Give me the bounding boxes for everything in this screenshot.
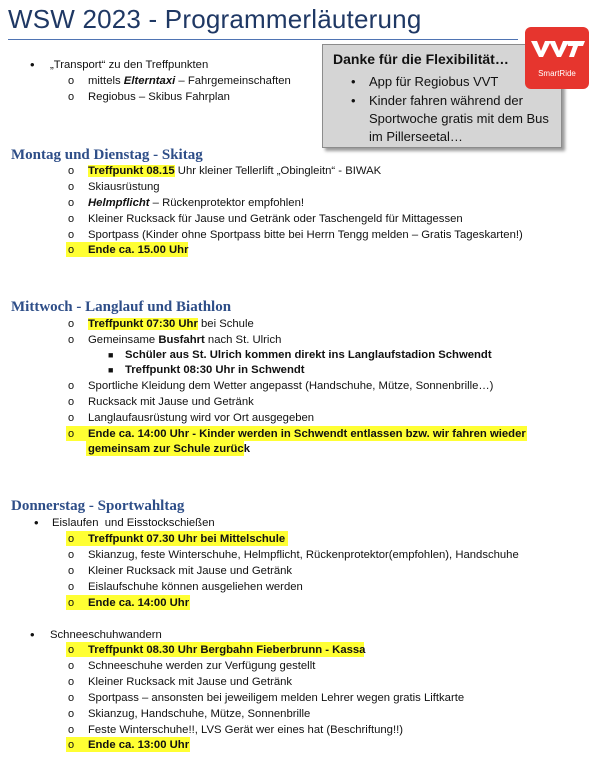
thursday-g1-skates: Eislaufschuhe können ausgeliehen werden (88, 581, 303, 593)
page-title: WSW 2023 - Programmerläuterung (8, 4, 422, 34)
circle-bullet-icon: o (68, 644, 75, 656)
circle-bullet-icon: o (68, 676, 75, 688)
wednesday-st-ulrich: Schüler aus St. Ulrich kommen direkt ins Langlaufstadion Schwendt (125, 349, 492, 361)
circle-bullet-icon: o (68, 334, 75, 346)
circle-bullet-icon: o (68, 660, 75, 672)
thursday-g2-snowshoes: Schneeschuhe werden zur Verfügung gestellt (88, 660, 316, 672)
callout-title: Danke für die Flexibilität… (333, 51, 509, 67)
monday-meeting-point: Treffpunkt 08.15 Uhr kleiner Tellerlift „Obingleitn“ - BIWAK (88, 165, 382, 177)
circle-bullet-icon: o (68, 565, 75, 577)
callout-item-bus-line1: Kinder fahren während der (369, 93, 523, 108)
intro-regiobus: Regiobus – Skibus Fahrplan (88, 91, 230, 103)
wednesday-backpack: Rucksack mit Jause und Getränk (88, 396, 254, 408)
bullet-icon: • (351, 93, 356, 108)
wednesday-schwendt-point: Treffpunkt 08:30 Uhr in Schwendt (125, 364, 305, 376)
wednesday-bus: Gemeinsame Busfahrt nach St. Ulrich (88, 334, 282, 346)
callout-item-bus-line3: im Pillerseetal… (369, 129, 463, 144)
circle-bullet-icon: o (68, 396, 75, 408)
vvt-logo-mark (525, 27, 589, 67)
thursday-g1-backpack: Kleiner Rucksack mit Jause und Getränk (88, 565, 293, 577)
circle-bullet-icon: o (68, 739, 75, 751)
monday-equipment: Skiausrüstung (88, 181, 160, 193)
circle-bullet-icon: o (68, 213, 75, 225)
circle-bullet-icon: o (68, 692, 75, 704)
square-bullet-icon: ■ (108, 365, 114, 375)
wednesday-equipment: Langlaufausrüstung wird vor Ort ausgegeben (88, 412, 315, 424)
vvt-smartride-logo (525, 27, 589, 89)
circle-bullet-icon: o (68, 533, 75, 545)
bullet-icon: • (351, 74, 356, 89)
bullet-icon: • (34, 515, 39, 530)
intro-elterntaxi: mittels Elterntaxi – Fahrgemeinschaften (88, 75, 291, 87)
wednesday-end-line1: Ende ca. 14:00 Uhr - Kinder werden in Schwendt entlassen bzw. wir fahren wieder (88, 428, 526, 440)
circle-bullet-icon: o (68, 581, 75, 593)
thursday-g2-boots: Feste Winterschuhe!!, LVS Gerät wer eines hat (Beschriftung!!) (88, 724, 403, 736)
thursday-snowshoe: Schneeschuhwandern (50, 629, 162, 641)
section-heading-wednesday: Mittwoch - Langlauf und Biathlon (11, 299, 232, 315)
circle-bullet-icon: o (68, 318, 75, 330)
monday-backpack: Kleiner Rucksack für Jause und Getränk oder Taschengeld für Mittagessen (88, 213, 463, 225)
title-underline (8, 39, 518, 40)
circle-bullet-icon: o (68, 165, 75, 177)
monday-end: Ende ca. 15.00 Uhr (88, 244, 189, 256)
circle-bullet-icon: o (68, 549, 75, 561)
circle-bullet-icon: o (68, 229, 75, 241)
thursday-g2-clothing: Skianzug, Handschuhe, Mütze, Sonnenbrille (88, 708, 311, 720)
circle-bullet-icon: o (68, 708, 75, 720)
thursday-ice-skating: Eislaufen und Eisstockschießen (52, 517, 215, 529)
thursday-g2-sportpass: Sportpass – ansonsten bei jeweiligem melden Lehrer wegen gratis Liftkarte (88, 692, 465, 704)
circle-bullet-icon: o (68, 181, 75, 193)
thursday-g1-clothing: Skianzug, feste Winterschuhe, Helmpflicht, Rückenprotektor(empfohlen), Handschuhe (88, 549, 519, 561)
monday-sportpass: Sportpass (Kinder ohne Sportpass bitte bei Herrn Tengg melden – Gratis Tageskarten!) (88, 229, 523, 241)
circle-bullet-icon: o (68, 197, 75, 209)
circle-bullet-icon: o (68, 597, 75, 609)
callout-item-bus-line2: Sportwoche gratis mit dem Bus (369, 111, 549, 126)
thursday-g2-backpack: Kleiner Rucksack mit Jause und Getränk (88, 676, 293, 688)
circle-bullet-icon: o (68, 428, 75, 440)
section-heading-thursday: Donnerstag - Sportwahltag (11, 498, 185, 514)
callout-item-app: App für Regiobus VVT (369, 74, 499, 89)
circle-bullet-icon: o (68, 75, 75, 87)
circle-bullet-icon: o (68, 244, 75, 256)
section-heading-monday: Montag und Dienstag - Skitag (11, 147, 203, 163)
circle-bullet-icon: o (68, 380, 75, 392)
thursday-g1-meeting: Treffpunkt 07.30 Uhr bei Mittelschule (88, 533, 286, 545)
thursday-g2-meeting: Treffpunkt 08.30 Uhr Bergbahn Fieberbrunn - Kassa (88, 644, 366, 656)
bullet-icon: • (30, 57, 35, 72)
wednesday-clothing: Sportliche Kleidung dem Wetter angepasst (Handschuhe, Mütze, Sonnenbrille…) (88, 380, 494, 392)
bullet-icon: • (30, 627, 35, 642)
circle-bullet-icon: o (68, 412, 75, 424)
circle-bullet-icon: o (68, 724, 75, 736)
thursday-g1-end: Ende ca. 14:00 Uhr (88, 597, 190, 609)
logo-subtitle: SmartRide (538, 69, 576, 78)
wednesday-meeting-point: Treffpunkt 07:30 Uhr bei Schule (88, 318, 254, 330)
thursday-g2-end: Ende ca. 13:00 Uhr (88, 739, 190, 751)
circle-bullet-icon: o (68, 91, 75, 103)
square-bullet-icon: ■ (108, 350, 114, 360)
monday-helmet: Helmpflicht – Rückenprotektor empfohlen! (88, 197, 304, 209)
wednesday-end-line2: gemeinsam zur Schule zurück (88, 443, 250, 455)
intro-transport: „Transport“ zu den Treffpunkten (50, 59, 209, 71)
